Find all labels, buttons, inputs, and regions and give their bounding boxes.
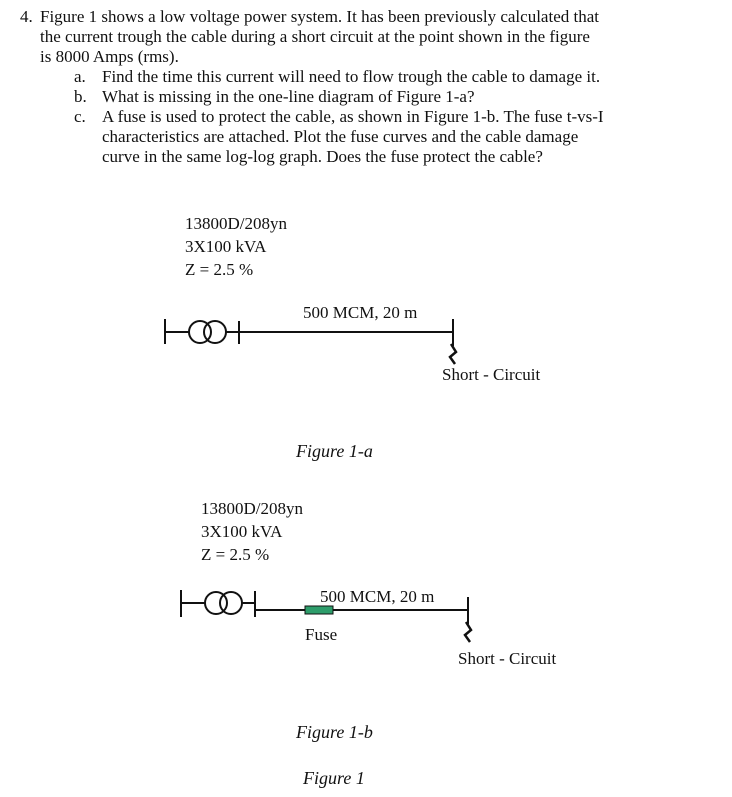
part-b-marker: b. xyxy=(74,87,87,106)
part-c-marker: c. xyxy=(74,107,86,126)
question-line-3: is 8000 Amps (rms). xyxy=(40,47,179,66)
fig-b-transformer-symbol xyxy=(205,592,242,614)
fig-b-fuse-label: Fuse xyxy=(305,625,338,644)
part-a-marker: a. xyxy=(74,67,86,86)
fig-b-source-bus xyxy=(181,590,205,617)
part-c-line-2: characteristics are attached. Plot the fuse curves and the cable damage xyxy=(102,127,579,146)
part-c-line-3: curve in the same log-log graph. Does the fuse protect the cable? xyxy=(102,147,543,166)
fig-a-fault-label: Short - Circuit xyxy=(442,365,541,384)
fig-b-fault-arrow xyxy=(465,622,471,642)
question-line-1: Figure 1 shows a low voltage power system. It has been previously calculated that xyxy=(40,7,599,26)
part-b-text: What is missing in the one-line diagram of Figure 1-a? xyxy=(102,87,475,106)
fig-b-caption: Figure 1-b xyxy=(296,722,373,742)
part-c-line-1: A fuse is used to protect the cable, as shown in Figure 1-b. The fuse t-vs-I xyxy=(102,107,604,126)
fig-a-transformer-rating: 13800D/208yn xyxy=(185,214,287,233)
fig-a-transformer-kva: 3X100 kVA xyxy=(185,237,267,256)
fig-b-fuse-symbol xyxy=(305,606,333,614)
fig-a-secondary-bus xyxy=(226,321,239,344)
fig-a-transformer-impedance: Z = 2.5 % xyxy=(185,260,254,279)
fig-a-cable-label: 500 MCM, 20 m xyxy=(303,303,418,322)
question-number: 4. xyxy=(20,7,33,26)
fig-a-source-bus xyxy=(165,319,189,344)
fig-a-fault-arrow xyxy=(450,344,456,364)
fig-b-transformer-rating: 13800D/208yn xyxy=(201,499,303,518)
fig-b-fault-label: Short - Circuit xyxy=(458,649,557,668)
question-line-2: the current trough the cable during a short circuit at the point shown in the figure xyxy=(40,27,590,46)
fig-b-secondary-bus xyxy=(242,591,255,617)
part-a-text: Find the time this current will need to flow trough the cable to damage it. xyxy=(102,67,601,86)
figure-caption: Figure 1 xyxy=(303,768,365,788)
fig-b-transformer-kva: 3X100 kVA xyxy=(201,522,283,541)
fig-b-transformer-impedance: Z = 2.5 % xyxy=(201,545,270,564)
fig-a-caption: Figure 1-a xyxy=(296,441,373,461)
fig-b-cable-label: 500 MCM, 20 m xyxy=(320,587,435,606)
fig-a-transformer-symbol xyxy=(189,321,226,343)
